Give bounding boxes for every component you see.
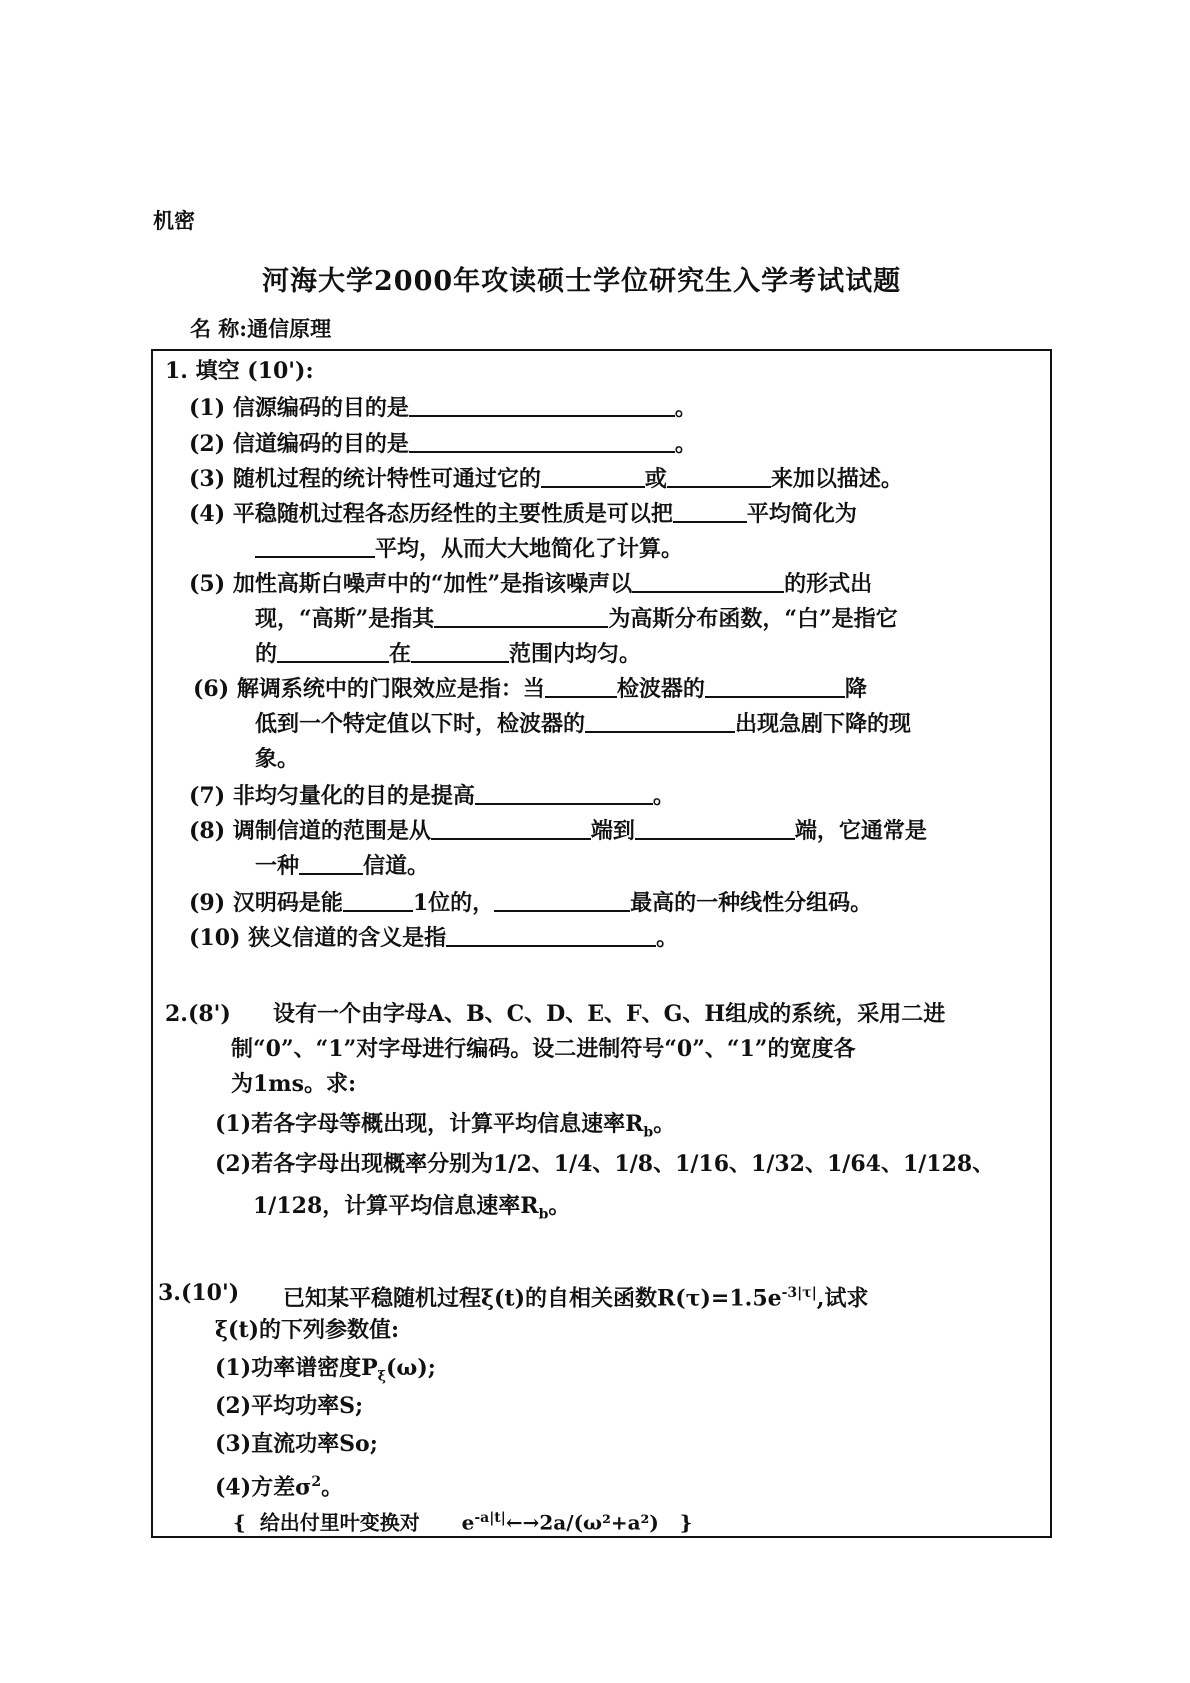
fourier-hint: { 给出付里叶变换对 $e^{-a|t|}\leftarrow\to 2a/(\omega^2+a^2)$ } [233,1510,693,1535]
answer-blank[interactable] [446,923,656,947]
q1-heading: 1. 填空 (10'): [165,358,314,384]
answer-blank[interactable] [343,888,413,912]
q3-part-1: (1)功率谱密度$P_\xi(\omega)$; [215,1355,436,1385]
answer-blank[interactable] [431,816,591,840]
q3-heading: 3.(10') [158,1280,240,1306]
q2-text-line-1: 设有一个由字母A、B、C、D、E、F、G、H组成的系统，采用二进 [273,1001,946,1027]
answer-blank[interactable] [541,464,645,488]
q1-item-8: (8) 调制信道的范围是从 端到 端，它通常是 [189,818,927,844]
answer-blank[interactable] [411,639,509,663]
q1-item-4: (4) 平稳随机过程各态历经性的主要性质是可以把 平均简化为 [189,501,857,527]
answer-blank[interactable] [475,781,653,805]
q2-sub-2-cont: 1/128，计算平均信息速率$R_b$。 [253,1193,571,1223]
q2-heading: 2.(8') [165,1001,231,1027]
answer-blank[interactable] [705,674,845,698]
answer-blank[interactable] [299,851,363,875]
q3-part-2: (2)平均功率S; [215,1393,364,1419]
q3-part-3: (3)直流功率So; [215,1431,378,1457]
q1-item-9: (9) 汉明码是能 1位的， 最高的一种线性分组码。 [189,890,873,916]
q1-item-6: (6) 解调系统中的门限效应是指：当 检波器的 降 [193,676,867,702]
answer-blank[interactable] [585,709,735,733]
answer-blank[interactable] [667,464,771,488]
q1-item-4-cont: 平均，从而大大地简化了计算。 [255,534,683,564]
q3-text-line-2: ξ(t)的下列参数值: [215,1317,400,1343]
q1-item-10: (10) 狭义信道的含义是指 。 [189,925,679,951]
q2-text-line-2: 制“0”、“1”对字母进行编码。设二进制符号“0”、“1”的宽度各 [231,1036,856,1062]
q1-item-5-cont2: 的 在 范围内均匀。 [255,641,642,667]
q1-item-6-cont2: 象。 [255,746,300,772]
q2-sub-1: (1)若各字母等概出现，计算平均信息速率$R_b$。 [215,1111,676,1141]
q3-text-line-1: 已知某平稳随机过程ξ(t)的自相关函数$R(\tau)=1.5e^{-3|\tau|}$,试求 [283,1285,869,1312]
q1-item-6-cont1: 低到一个特定值以下时，检波器的 出现急剧下降的现 [255,711,912,737]
answer-blank[interactable] [673,499,747,523]
exam-title: 河海大学2000年攻读硕士学位研究生入学考试试题 [262,266,902,297]
q1-item-8-cont: 一种 信道。 [255,853,430,879]
q2-sub-2: (2)若各字母出现概率分别为1/2、1/4、1/8、1/16、1/32、1/64、1/128、 [215,1151,995,1177]
q1-item-3: (3) 随机过程的统计特性可通过它的 或 来加以描述。 [189,466,903,492]
answer-blank[interactable] [434,604,608,628]
course-label: 名 称:通信原理 [190,316,332,341]
answer-blank[interactable] [635,816,795,840]
q1-item-5-cont1: 现，“高斯”是指其 为高斯分布函数，“白”是指它 [255,606,898,632]
answer-blank[interactable] [255,534,375,558]
q2-text-line-3: 为1ms。求: [231,1071,357,1097]
q1-item-5: (5) 加性高斯白噪声中的“加性”是指该噪声以 的形式出 [189,571,873,597]
answer-blank[interactable] [545,674,617,698]
answer-blank[interactable] [494,888,630,912]
answer-blank[interactable] [409,393,675,417]
q1-item-2: (2) 信道编码的目的是 。 [189,431,697,457]
question-box [151,349,1052,1538]
answer-blank[interactable] [277,639,389,663]
q1-item-7: (7) 非均匀量化的目的是提高 。 [189,783,675,809]
answer-blank[interactable] [632,569,784,593]
q1-item-1: (1) 信源编码的目的是 。 [189,395,697,421]
q3-part-4: (4)方差$\sigma^2$。 [215,1474,344,1501]
answer-blank[interactable] [409,429,675,453]
secret-label: 机密 [153,208,195,233]
